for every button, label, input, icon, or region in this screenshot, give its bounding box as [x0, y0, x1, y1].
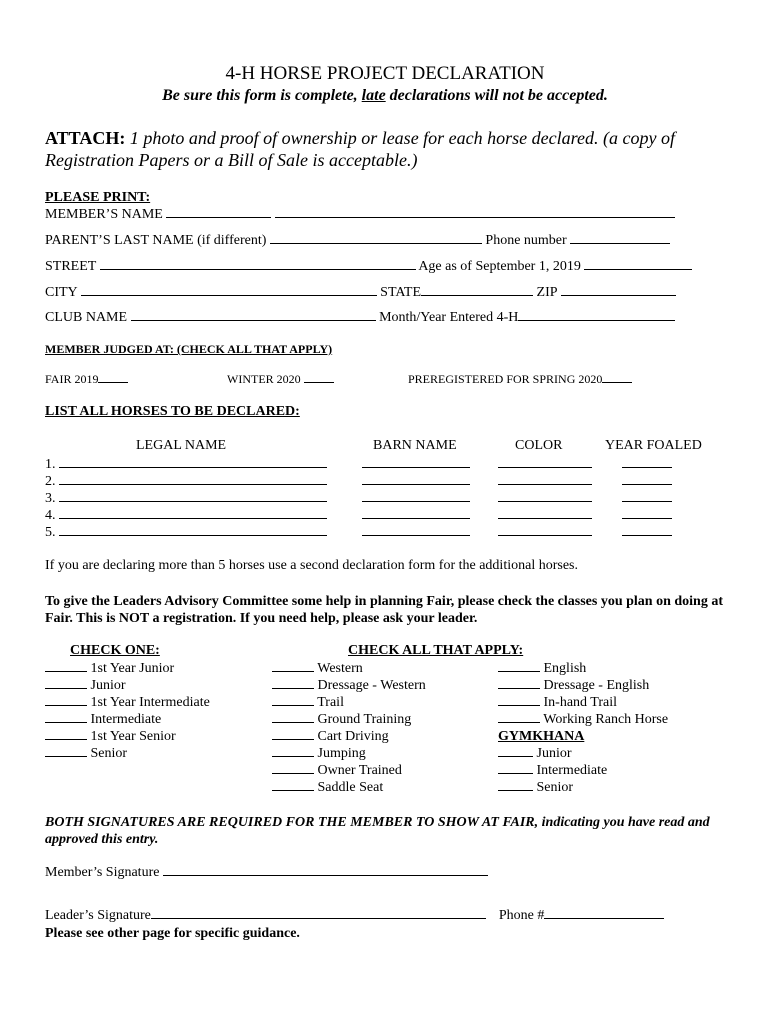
form-subtitle — [0, 87, 770, 105]
check-one-item[interactable]: 1st Year Senior — [45, 728, 210, 745]
age-label: Age as of September 1, 2019 — [418, 259, 581, 274]
gymkhana-item[interactable]: Senior — [498, 779, 668, 796]
check-one-heading: CHECK ONE: — [70, 643, 160, 658]
subtitle-pre: Be sure this form is complete, — [162, 87, 362, 104]
barn-name-line[interactable] — [362, 484, 470, 485]
col-year-foaled: YEAR FOALED — [605, 438, 702, 453]
street-line[interactable] — [100, 269, 416, 270]
legal-name-line[interactable] — [59, 518, 327, 519]
fair-label: FAIR 2019 — [45, 372, 99, 386]
leader-signature-label: Leader’s Signature — [45, 908, 151, 923]
zip-line[interactable] — [561, 295, 676, 296]
check-one-item[interactable]: 1st Year Junior — [45, 660, 210, 677]
subtitle-late: late — [361, 87, 386, 104]
horse-row: 1. — [45, 456, 672, 473]
member-name-row — [45, 207, 675, 223]
class-item[interactable]: Dressage - Western — [272, 677, 426, 694]
signature-note: BOTH SIGNATURES ARE REQUIRED FOR THE MEMBER TO SHOW AT FAIR, indicating you have read and approved this entry. — [45, 815, 710, 847]
horse-row: 5. — [45, 524, 672, 541]
parent-last-name-label: PARENT’S LAST NAME (if different) — [45, 233, 267, 248]
gymkhana-item[interactable]: Junior — [498, 745, 668, 762]
class-item[interactable]: Saddle Seat — [272, 779, 426, 796]
leader-signature-row — [45, 908, 664, 924]
color-line[interactable] — [498, 518, 592, 519]
zip-label: ZIP — [536, 285, 558, 300]
col-color: COLOR — [515, 438, 563, 453]
year-foaled-line[interactable] — [622, 535, 672, 536]
legal-name-line[interactable] — [59, 484, 327, 485]
class-item[interactable]: Owner Trained — [272, 762, 426, 779]
class-item[interactable]: Jumping — [272, 745, 426, 762]
class-item[interactable]: Trail — [272, 694, 426, 711]
col-barn-name: BARN NAME — [373, 438, 457, 453]
club-name-label: CLUB NAME — [45, 310, 128, 325]
barn-name-line[interactable] — [362, 501, 470, 502]
legal-name-line[interactable] — [59, 501, 327, 502]
check-one-item[interactable]: 1st Year Intermediate — [45, 694, 210, 711]
leader-signature-line[interactable] — [151, 918, 486, 919]
prereg-label: PREREGISTERED FOR SPRING 2020 — [408, 372, 603, 386]
class-item[interactable]: Ground Training — [272, 711, 426, 728]
year-foaled-line[interactable] — [622, 518, 672, 519]
class-item[interactable]: English — [498, 660, 668, 677]
phone-number-label: Phone number — [485, 233, 567, 248]
please-print-heading: PLEASE PRINT: — [45, 190, 151, 205]
check-one-item[interactable]: Junior — [45, 677, 210, 694]
parent-row — [45, 233, 670, 249]
check-one-list — [45, 660, 210, 762]
age-line[interactable] — [584, 269, 692, 270]
year-foaled-line[interactable] — [622, 484, 672, 485]
street-label: STREET — [45, 259, 97, 274]
check-all-col2 — [498, 660, 668, 796]
legal-name-line[interactable] — [59, 467, 327, 468]
prereg-check-line[interactable] — [602, 382, 632, 383]
horses-heading: LIST ALL HORSES TO BE DECLARED: — [45, 404, 300, 419]
fair-check-line[interactable] — [98, 382, 128, 383]
legal-name-line[interactable] — [59, 535, 327, 536]
col-legal-name: LEGAL NAME — [136, 438, 227, 453]
leaders-note: To give the Leaders Advisory Committee some help in planning Fair, please check the classes you plan on doing at Fair. This is NOT a registration. If you need help, please ask your leader. — [45, 594, 724, 626]
member-signature-label: Member’s Signature — [45, 865, 160, 880]
judged-heading: MEMBER JUDGED AT: (CHECK ALL THAT APPLY) — [45, 342, 333, 356]
class-item[interactable]: Western — [272, 660, 426, 677]
club-row — [45, 310, 675, 326]
member-name-last-line[interactable] — [275, 217, 675, 218]
city-row — [45, 285, 676, 301]
year-foaled-line[interactable] — [622, 501, 672, 502]
check-one-item[interactable]: Senior — [45, 745, 210, 762]
attach-instructions — [45, 127, 735, 171]
parent-last-name-line[interactable] — [270, 243, 482, 244]
check-all-col1 — [272, 660, 426, 796]
attach-text: 1 photo and proof of ownership or lease for each horse declared. (a copy of Registration Papers or a Bill of Sale is acceptable.) — [45, 128, 675, 170]
fair-option — [45, 372, 128, 387]
month-year-label: Month/Year Entered 4-H — [379, 310, 519, 325]
horses-note: If you are declaring more than 5 horses use a second declaration form for the additional horses. — [45, 558, 578, 573]
winter-option — [227, 372, 334, 387]
barn-name-line[interactable] — [362, 467, 470, 468]
horse-row: 4. — [45, 507, 672, 524]
color-line[interactable] — [498, 535, 592, 536]
color-line[interactable] — [498, 484, 592, 485]
month-year-line[interactable] — [518, 320, 675, 321]
leader-phone-label: Phone # — [498, 908, 545, 923]
club-name-line[interactable] — [131, 320, 376, 321]
class-item[interactable]: Dressage - English — [498, 677, 668, 694]
street-row — [45, 259, 692, 275]
year-foaled-line[interactable] — [622, 467, 672, 468]
phone-number-line[interactable] — [570, 243, 670, 244]
gymkhana-item[interactable]: Intermediate — [498, 762, 668, 779]
member-name-label: MEMBER’S NAME — [45, 207, 163, 222]
check-one-item[interactable]: Intermediate — [45, 711, 210, 728]
winter-check-line[interactable] — [304, 382, 334, 383]
member-signature-line[interactable] — [163, 875, 488, 876]
city-label: CITY — [45, 285, 78, 300]
state-label: STATE — [380, 285, 422, 300]
member-signature-row — [45, 865, 488, 881]
horse-row: 2. — [45, 473, 672, 490]
class-item[interactable]: Cart Driving — [272, 728, 426, 745]
check-all-heading: CHECK ALL THAT APPLY: — [348, 643, 524, 658]
subtitle-post: declarations will not be accepted. — [385, 87, 608, 104]
winter-label: WINTER 2020 — [227, 372, 301, 386]
city-line[interactable] — [81, 295, 377, 296]
guidance-note: Please see other page for specific guidance. — [45, 926, 300, 941]
barn-name-line[interactable] — [362, 535, 470, 536]
class-item[interactable]: Working Ranch Horse — [498, 711, 668, 728]
state-line[interactable] — [421, 295, 533, 296]
class-item[interactable]: In-hand Trail — [498, 694, 668, 711]
horse-rows — [45, 456, 672, 541]
member-name-first-line[interactable] — [166, 217, 271, 218]
form-title: 4-H HORSE PROJECT DECLARATION — [225, 63, 545, 84]
color-line[interactable] — [498, 501, 592, 502]
attach-label: ATTACH: — [45, 128, 126, 148]
horse-row: 3. — [45, 490, 672, 507]
color-line[interactable] — [498, 467, 592, 468]
gymkhana-heading: GYMKHANA — [498, 729, 585, 744]
prereg-option — [408, 372, 632, 387]
barn-name-line[interactable] — [362, 518, 470, 519]
leader-phone-line[interactable] — [544, 918, 664, 919]
